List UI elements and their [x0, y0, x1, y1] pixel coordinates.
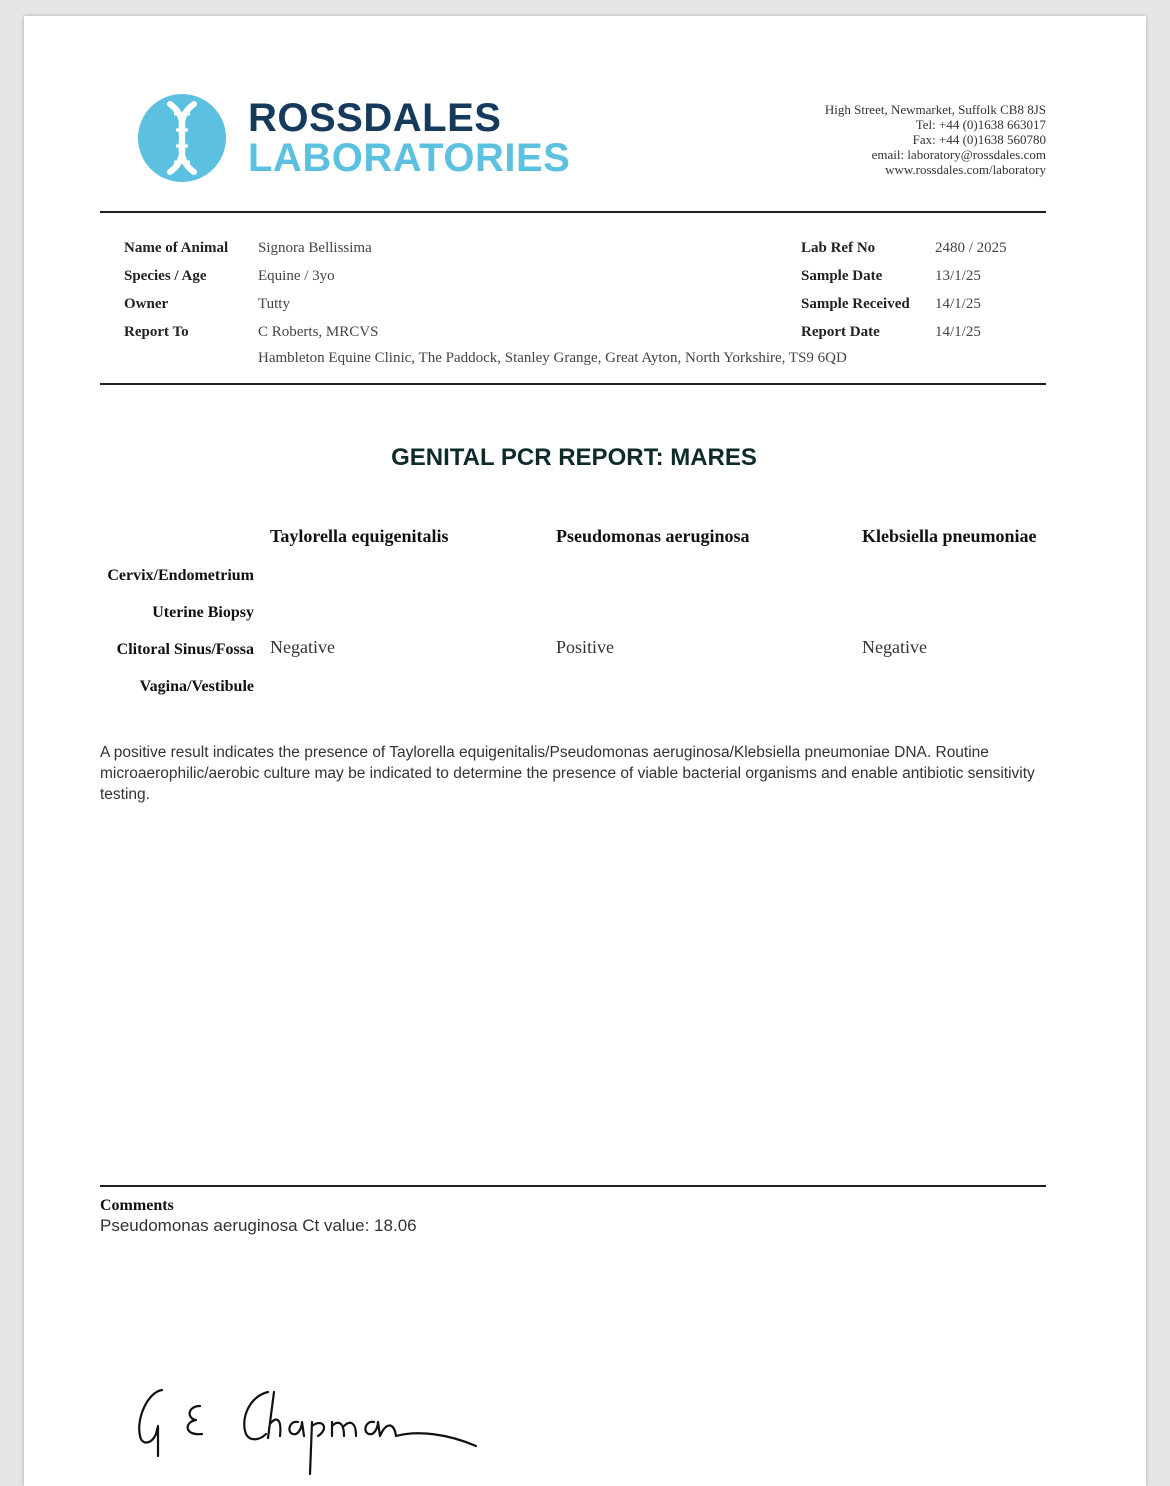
lab-ref-value: 2480 / 2025: [935, 240, 1007, 256]
contact-address: High Street, Newmarket, Suffolk CB8 8JS: [824, 102, 1046, 117]
result-klebsiella: Negative: [862, 637, 927, 657]
divider-comments: [100, 1185, 1046, 1187]
sample-date-value: 13/1/25: [935, 268, 981, 284]
result-taylorella: Negative: [270, 637, 335, 657]
contact-tel: Tel: +44 (0)1638 663017: [915, 117, 1046, 132]
row-vagina: Vagina/Vestibule: [139, 678, 254, 695]
species-label: Species / Age: [124, 268, 207, 284]
divider-top: [100, 211, 1046, 213]
dna-logo-icon: [138, 94, 226, 182]
column-pseudomonas: Pseudomonas aeruginosa: [556, 526, 750, 546]
sample-date-label: Sample Date: [801, 268, 883, 284]
report-date-value: 14/1/25: [935, 324, 981, 340]
report-date-label: Report Date: [801, 324, 880, 340]
brand-line2: LABORATORIES: [248, 136, 571, 180]
result-pseudomonas: Positive: [556, 637, 615, 657]
comments-label: Comments: [100, 1197, 174, 1214]
contact-web: www.rossdales.com/laboratory: [885, 162, 1046, 177]
report-title: GENITAL PCR REPORT: MARES: [391, 444, 757, 471]
report-to-address: Hambleton Equine Clinic, The Paddock, Stanley Grange, Great Ayton, North Yorkshire, TS9 6QD: [258, 350, 847, 366]
comments-value: Pseudomonas aeruginosa Ct value: 18.06: [100, 1216, 417, 1235]
report-to-label: Report To: [124, 324, 189, 340]
row-cervix: Cervix/Endometrium: [107, 567, 254, 584]
brand-line1: ROSSDALES: [248, 96, 502, 140]
contact-fax: Fax: +44 (0)1638 560780: [912, 132, 1046, 147]
contact-block: [825, 102, 1046, 177]
name-label: Name of Animal: [124, 240, 229, 256]
report-to-value: C Roberts, MRCVS: [258, 324, 379, 340]
owner-value: Tutty: [258, 296, 290, 312]
column-taylorella: Taylorella equigenitalis: [270, 526, 449, 546]
interpretation-note: A positive result indicates the presence of Taylorella equigenitalis/Pseudomonas aeruginosa/Klebsiella pneumoniae DNA. Routine microaerophilic/aerobic culture may be indicated to determine the presence of viable bacterial organisms and enable antibiotic sensitivity testing.: [100, 744, 1035, 803]
contact-email: email: laboratory@rossdales.com: [871, 147, 1046, 162]
column-klebsiella: Klebsiella pneumoniae: [862, 526, 1037, 546]
lab-ref-label: Lab Ref No: [801, 240, 876, 256]
signature-image: [128, 1378, 488, 1478]
sample-received-value: 14/1/25: [935, 296, 981, 312]
row-uterine-biopsy: Uterine Biopsy: [152, 604, 254, 621]
divider-details: [100, 383, 1046, 385]
name-value: Signora Bellissima: [258, 240, 372, 256]
report-page: [24, 16, 1146, 1486]
row-clitoral-sinus: Clitoral Sinus/Fossa: [116, 641, 254, 658]
sample-received-label: Sample Received: [801, 296, 910, 312]
owner-label: Owner: [124, 296, 169, 312]
species-value: Equine / 3yo: [258, 268, 335, 284]
